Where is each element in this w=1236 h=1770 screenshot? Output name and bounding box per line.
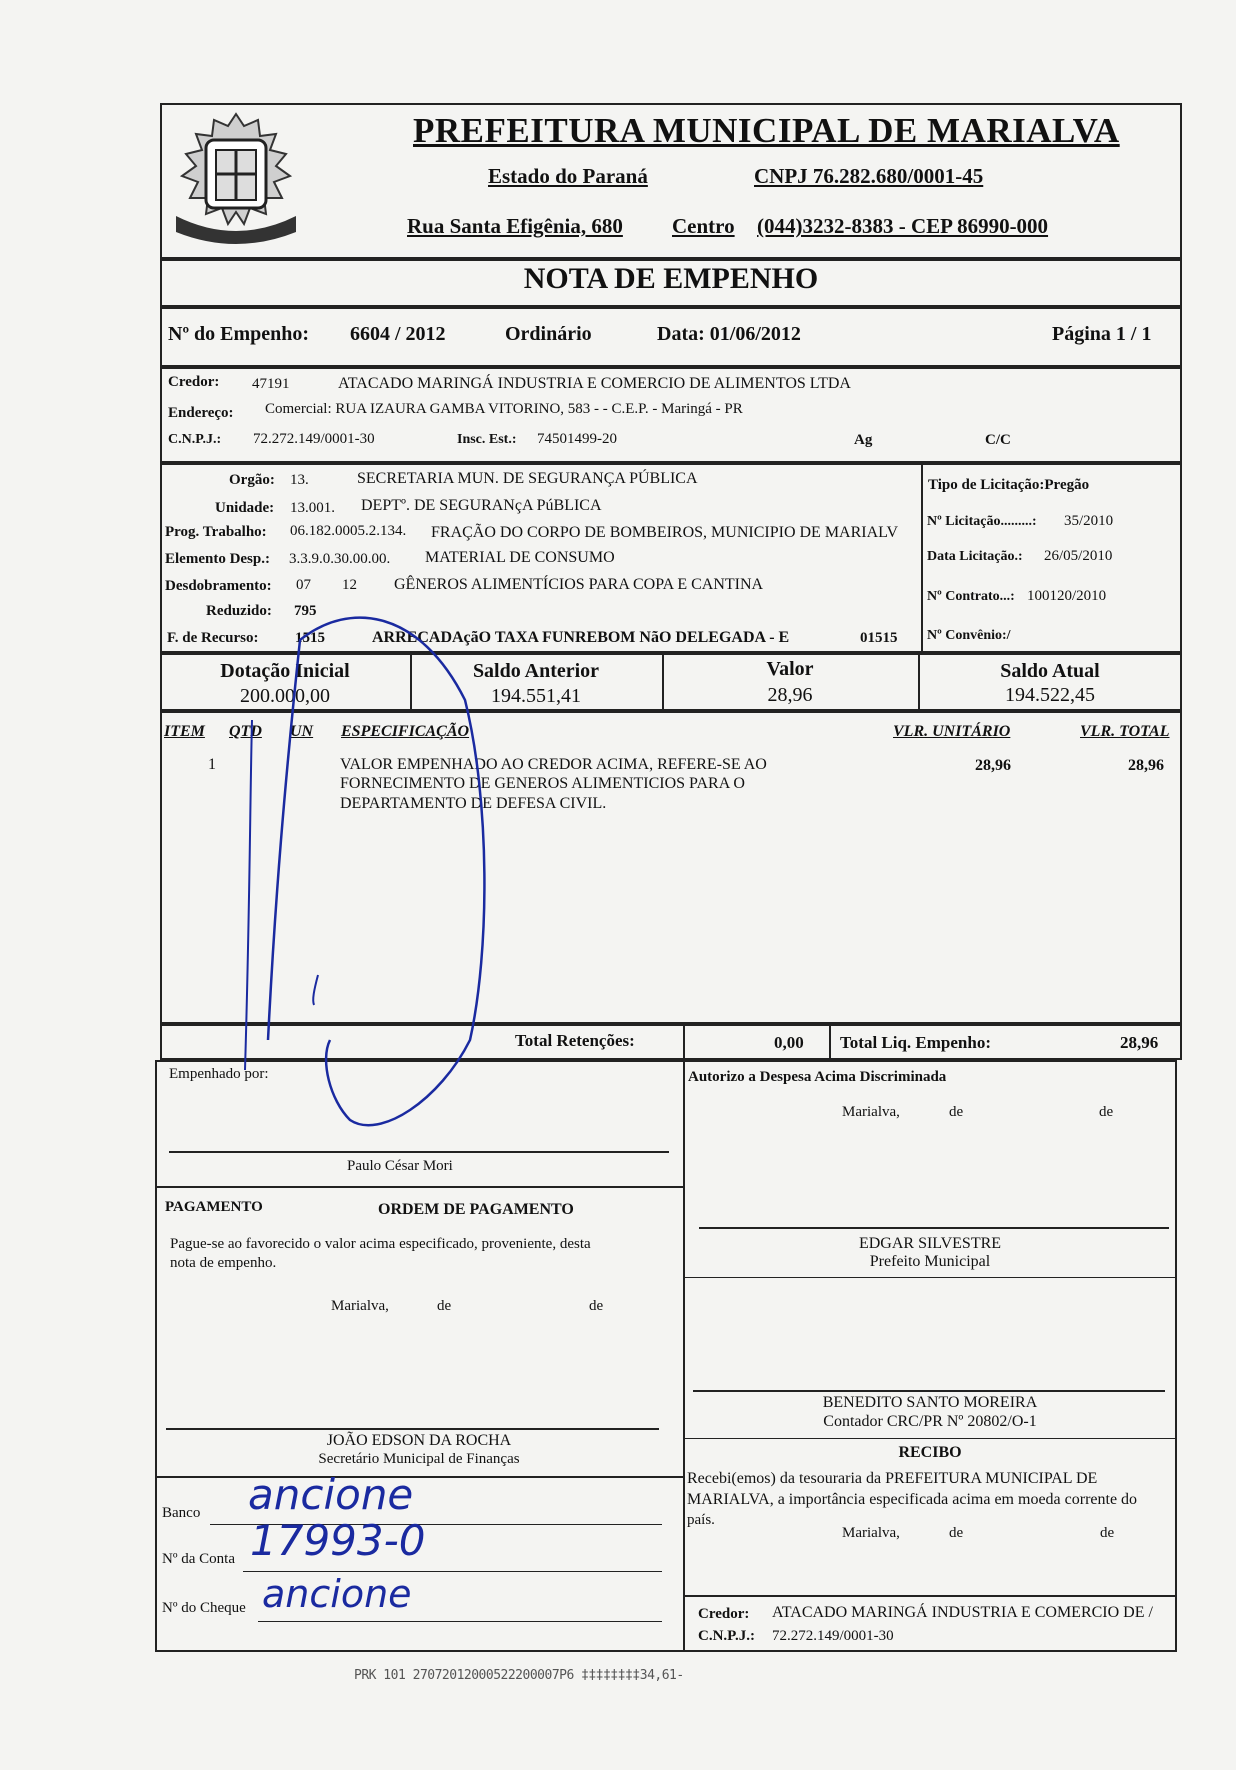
- pagamento-text1: Pague-se ao favorecido o valor acima especificado, proveniente, desta: [170, 1236, 591, 1252]
- recibo-top-line: [683, 1438, 1177, 1439]
- banco-handwritten[interactable]: ancione: [248, 1470, 414, 1519]
- orgao-name: SECRETARIA MUN. DE SEGURANÇA PÚBLICA: [357, 470, 698, 487]
- recibo-de2: de: [1100, 1525, 1115, 1541]
- address-label: Endereço:: [168, 405, 234, 421]
- contador-role: Contador CRC/PR Nº 20802/O-1: [823, 1413, 1037, 1430]
- recibo-de1: de: [949, 1525, 964, 1541]
- secretario-name: JOÃO EDSON DA ROCHA: [326, 1432, 512, 1449]
- reduzido-code: 795: [294, 603, 317, 619]
- liquido-label: Total Liq. Empenho:: [840, 1033, 991, 1052]
- lower-divider: [683, 1060, 685, 1652]
- retencoes-label: Total Retenções:: [515, 1031, 635, 1050]
- liquido-value: 28,96: [1120, 1033, 1159, 1052]
- licitacao-divider: [921, 463, 923, 653]
- col-espec: ESPECIFICAÇÃO: [341, 723, 470, 740]
- item-desc-line2: FORNECIMENTO DE GENEROS ALIMENTICIOS PARA O: [340, 775, 745, 792]
- footer-barcode-text: PRK 101 27072012000522200007P6 ‡‡‡‡‡‡‡‡34,61-: [354, 1668, 684, 1683]
- recibo-text3: país.: [687, 1512, 715, 1528]
- empenho-type: Ordinário: [505, 323, 592, 345]
- valor-value: 28,96: [767, 684, 813, 706]
- item-desc-line3: DEPARTAMENTO DE DEFESA CIVIL.: [340, 795, 607, 812]
- fonte-code: 1515: [295, 630, 325, 646]
- ordem-pagamento-label: ORDEM DE PAGAMENTO: [378, 1201, 574, 1218]
- saldo-anterior-label: Saldo Anterior: [472, 660, 600, 682]
- credor-address: Comercial: RUA IZAURA GAMBA VITORINO, 583 - - C.E.P. - Maringá - PR: [265, 401, 743, 417]
- retencoes-value: 0,00: [774, 1033, 804, 1052]
- dotacao-value: 200.000,00: [240, 685, 330, 707]
- empenhado-signature-line: [169, 1151, 669, 1153]
- licitacao-num-label: Nº Licitação.........:: [927, 514, 1037, 529]
- pagamento-place: Marialva,: [331, 1298, 389, 1314]
- autorizo-label: Autorizo a Despesa Acima Discriminada: [688, 1069, 947, 1085]
- header-address: Rua Santa Efigênia, 680: [407, 214, 623, 238]
- col-un: UN: [290, 723, 314, 740]
- recibo-cnpj: 72.272.149/0001-30: [772, 1628, 894, 1644]
- orgao-label: Orgão:: [229, 472, 275, 488]
- autorizo-de1: de: [949, 1104, 964, 1120]
- saldo-atual-label: Saldo Atual: [1000, 660, 1100, 682]
- cnpj-label: C.N.P.J.:: [168, 432, 222, 447]
- unidade-code: 13.001.: [290, 500, 335, 516]
- elemento-name: MATERIAL DE CONSUMO: [425, 549, 615, 566]
- pagamento-de2: de: [589, 1298, 604, 1314]
- contador-signature-line: [693, 1390, 1165, 1392]
- pagamento-text2: nota de empenho.: [170, 1255, 277, 1271]
- unidade-name: DEPTº. DE SEGURANçA PúBLICA: [361, 497, 602, 514]
- doc-title: NOTA DE EMPENHO: [523, 262, 819, 295]
- totals-box: [160, 1024, 1182, 1060]
- credor-label: Credor:: [168, 374, 220, 390]
- recibo-credor-label: Credor:: [698, 1606, 750, 1622]
- desdobramento-code2: 12: [342, 577, 357, 593]
- fonte-label: F. de Recurso:: [167, 630, 259, 646]
- item-total-value: 28,96: [1128, 757, 1164, 774]
- prog-name: FRAÇÃO DO CORPO DE BOMBEIROS, MUNICIPIO DE MARIALV: [431, 524, 899, 541]
- recibo-credor-name: ATACADO MARINGÁ INDUSTRIA E COMERCIO DE /: [772, 1604, 1153, 1621]
- contrato-value: 100120/2010: [1027, 588, 1107, 604]
- valor-label: Valor: [766, 658, 814, 680]
- prefeito-role: Prefeito Municipal: [869, 1253, 991, 1270]
- prog-label: Prog. Trabalho:: [165, 524, 267, 540]
- col-total-value: VLR. TOTAL: [1080, 723, 1170, 740]
- insc-label: Insc. Est.:: [457, 432, 517, 447]
- unidade-label: Unidade:: [215, 500, 275, 516]
- autorizo-place: Marialva,: [842, 1104, 900, 1120]
- recibo-text2: MARIALVA, a importância especificada acima em moeda corrente do: [687, 1491, 1138, 1508]
- desdobramento-code1: 07: [296, 577, 311, 593]
- conta-handwritten[interactable]: 17993-0: [250, 1516, 426, 1565]
- credor-name: ATACADO MARINGÁ INDUSTRIA E COMERCIO DE ALIMENTOS LTDA: [338, 375, 851, 392]
- elemento-label: Elemento Desp.:: [165, 551, 270, 567]
- item-number: 1: [208, 756, 216, 773]
- contrato-label: Nº Contrato...:: [927, 589, 1015, 604]
- item-desc-line1: VALOR EMPENHADO AO CREDOR ACIMA, REFERE-SE AO: [340, 756, 767, 773]
- col-qtd: QTD: [229, 723, 262, 740]
- empenho-number-label: Nº do Empenho:: [168, 323, 310, 345]
- account-label: C/C: [985, 432, 1011, 448]
- prefeito-signature-line: [699, 1227, 1169, 1229]
- desdobramento-name: GÊNEROS ALIMENTÍCIOS PARA COPA E CANTINA: [394, 576, 764, 593]
- empenho-date: Data: 01/06/2012: [657, 323, 801, 345]
- licitacao-tipo: Tipo de Licitação:Pregão: [928, 477, 1090, 493]
- agency-label: Ag: [854, 432, 873, 448]
- municipal-seal: [166, 106, 306, 252]
- secretario-signature-line: [166, 1428, 659, 1430]
- reduzido-label: Reduzido:: [206, 603, 272, 619]
- cheque-label: Nº do Cheque: [162, 1600, 246, 1616]
- prefeitura-title: PREFEITURA MUNICIPAL DE MARIALVA: [413, 111, 1120, 150]
- prog-code: 06.182.0005.2.134.: [290, 523, 407, 539]
- recibo-place: Marialva,: [842, 1525, 900, 1541]
- credor-code: 47191: [252, 376, 290, 392]
- credor-cnpj: 72.272.149/0001-30: [253, 431, 375, 447]
- cheque-handwritten[interactable]: ancione: [262, 1572, 412, 1616]
- empenho-number: 6604 / 2012: [350, 323, 446, 345]
- licitacao-num: 35/2010: [1064, 513, 1114, 529]
- dotacao-label: Dotação Inicial: [220, 660, 350, 682]
- desdobramento-label: Desdobramento:: [165, 578, 272, 594]
- contador-name: BENEDITO SANTO MOREIRA: [822, 1394, 1038, 1411]
- item-unit-value: 28,96: [975, 757, 1011, 774]
- convenio-label: Nº Convênio:/: [927, 628, 1011, 643]
- saldo-anterior-value: 194.551,41: [491, 685, 581, 707]
- header-cnpj: CNPJ 76.282.680/0001-45: [754, 164, 984, 188]
- elemento-code: 3.3.9.0.30.00.00.: [289, 551, 391, 567]
- fonte-name: ARRECADAçãO TAXA FUNREBOM NãO DELEGADA - E: [372, 629, 790, 646]
- pagamento-label: PAGAMENTO: [165, 1199, 263, 1215]
- recibo-signature-line: [683, 1595, 1177, 1597]
- banco-top-line: [155, 1476, 683, 1478]
- state-name: Estado do Paraná: [488, 164, 648, 188]
- insc-value: 74501499-20: [537, 431, 617, 447]
- fonte-number: 01515: [860, 630, 898, 646]
- saldo-atual-value: 194.522,45: [1005, 684, 1095, 706]
- autorizo-de2: de: [1099, 1104, 1114, 1120]
- header-district: Centro: [672, 214, 735, 238]
- orgao-code: 13.: [290, 472, 309, 488]
- col-item: ITEM: [164, 723, 205, 740]
- cheque-line: [258, 1621, 662, 1622]
- totals-divider-2: [829, 1024, 831, 1060]
- header-phone-cep: (044)3232-8383 - CEP 86990-000: [757, 214, 1049, 238]
- licitacao-data-label: Data Licitação.:: [927, 549, 1023, 564]
- banco-label: Banco: [162, 1505, 201, 1521]
- secretario-role: Secretário Municipal de Finanças: [318, 1451, 520, 1467]
- page-number: Página 1 / 1: [1052, 323, 1152, 345]
- recibo-cnpj-label: C.N.P.J.:: [698, 1628, 755, 1644]
- licitacao-data: 26/05/2010: [1044, 548, 1113, 564]
- empenhado-name: Paulo César Mori: [347, 1158, 453, 1174]
- prefeito-bottom-line: [683, 1277, 1177, 1278]
- empenhado-label: Empenhado por:: [169, 1066, 269, 1082]
- recibo-label: RECIBO: [898, 1444, 962, 1461]
- pagamento-de1: de: [437, 1298, 452, 1314]
- pagamento-top-line: [155, 1186, 683, 1188]
- col-unit-value: VLR. UNITÁRIO: [893, 723, 1011, 740]
- recibo-text1: Recebi(emos) da tesouraria da PREFEITURA MUNICIPAL DE: [687, 1470, 1098, 1487]
- conta-label: Nº da Conta: [162, 1551, 235, 1567]
- totals-divider-1: [683, 1024, 685, 1060]
- prefeito-name: EDGAR SILVESTRE: [858, 1235, 1002, 1252]
